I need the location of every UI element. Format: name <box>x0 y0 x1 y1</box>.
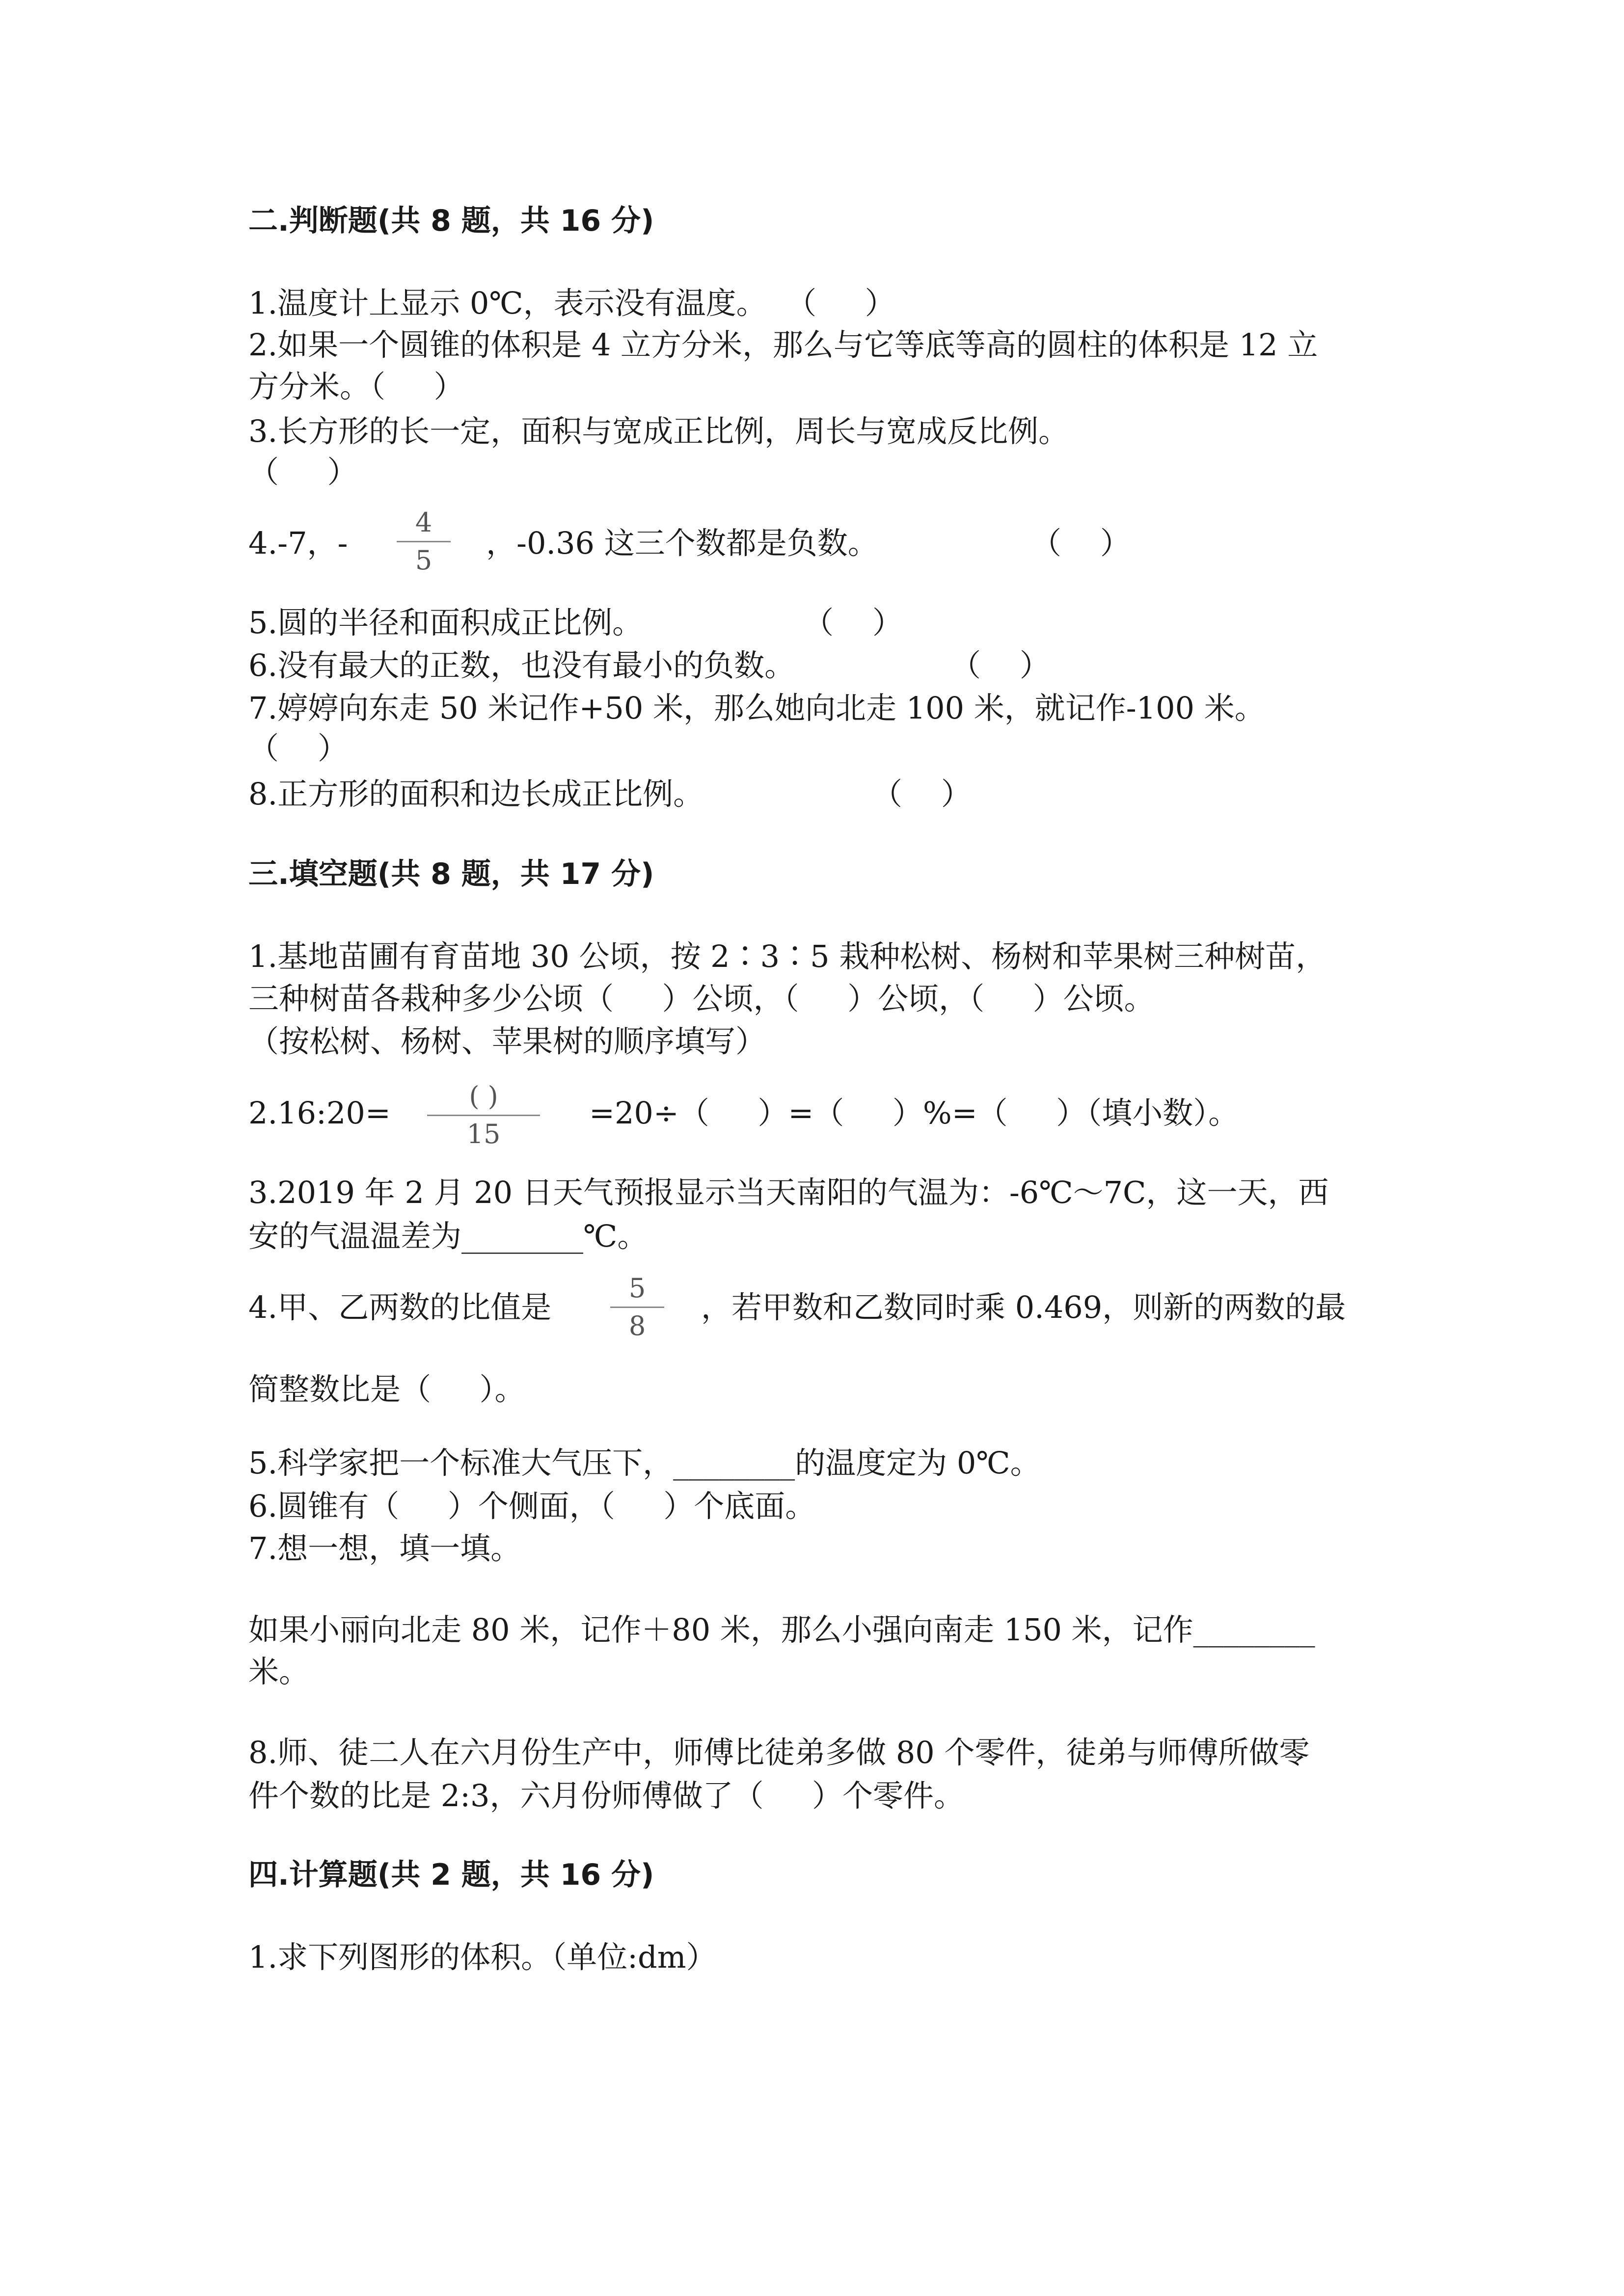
fill-question-6: 6.圆锥有（ ）个侧面，（ ）个底面。 <box>248 1488 816 1524</box>
fill-question-1-line2: 三种树苗各栽种多少公顷（ ）公顷，（ ）公顷，（ ）公顷。 <box>248 981 1155 1016</box>
judge-question-3-line2: （ ） <box>248 454 358 490</box>
judge-question-2-line1: 2.如果一个圆锥的体积是 4 立方分米，那么与它等底等高的圆柱的体积是 12 立 <box>248 327 1318 363</box>
fill-question-8-line1: 8.师、徒二人在六月份生产中，师傅比徒弟多做 80 个零件，徒弟与师傅所做零 <box>248 1735 1310 1770</box>
fraction-denominator: 5 <box>415 545 433 576</box>
section-heading-calc: 四.计算题(共 2 题，共 16 分) <box>248 1858 654 1892</box>
fraction-denominator: 8 <box>628 1310 646 1341</box>
judge-question-6: 6.没有最大的正数，也没有最小的负数。 <box>248 647 795 683</box>
fill-question-8-line2: 件个数的比是 2:3，六月份师傅做了（ ）个零件。 <box>248 1778 965 1814</box>
fill-question-1-line1: 1.基地苗圃有育苗地 30 公顷，按 2∶3∶5 栽种松树、杨树和苹果树三种树苗， <box>248 938 1326 974</box>
fill-question-5: 5.科学家把一个标准大气压下，________的温度定为 0℃。 <box>248 1445 1041 1481</box>
fraction-blank-over-15 <box>427 1083 540 1148</box>
fill-question-3-line2: 安的气温温差为________℃。 <box>248 1218 648 1254</box>
fill-question-3-line1: 3.2019 年 2 月 20 日天气预报显示当天南阳的气温为：-6℃～7C，这一天，西 <box>248 1175 1329 1210</box>
judge-question-5: 5.圆的半径和面积成正比例。 <box>248 605 643 641</box>
fill-question-2-suffix: =20÷（ ）=（ ）%=（ ）（填小数）。 <box>589 1095 1239 1131</box>
fraction-five-eighths <box>610 1275 664 1339</box>
fill-question-4-prefix: 4.甲、乙两数的比值是 <box>248 1289 552 1325</box>
fill-question-7: 7.想一想，填一填。 <box>248 1530 521 1566</box>
fraction-four-fifths <box>397 509 451 574</box>
judge-question-7-line1: 7.婷婷向东走 50 米记作+50 米，那么她向北走 100 米，就记作-100 米。 <box>248 690 1265 726</box>
fill-question-7-detail-line1: 如果小丽向北走 80 米，记作＋80 米，那么小强向南走 150 米，记作________ <box>248 1612 1315 1648</box>
fill-question-4-suffix: ，若甲数和乙数同时乘 0.469，则新的两数的最 <box>701 1289 1346 1325</box>
fill-question-7-detail-line2: 米。 <box>248 1654 310 1689</box>
calc-question-1: 1.求下列图形的体积。（单位:dm） <box>248 1939 717 1975</box>
fraction-bar <box>427 1115 540 1116</box>
fraction-numerator: ( ) <box>469 1081 498 1112</box>
judge-question-6-answer-paren: （ ） <box>950 647 1050 683</box>
fill-question-1-line3: （按松树、杨树、苹果树的顺序填写） <box>248 1023 766 1059</box>
fill-question-4-line2: 简整数比是（ ）。 <box>248 1371 525 1407</box>
judge-question-5-answer-paren: （ ） <box>803 605 903 641</box>
judge-question-7-line2: （ ） <box>248 730 348 766</box>
fraction-bar <box>610 1307 664 1308</box>
fraction-bar <box>397 541 451 542</box>
judge-question-1: 1.温度计上显示 0℃，表示没有温度。 （ ） <box>248 285 895 321</box>
section-heading-fill: 三.填空题(共 8 题，共 17 分) <box>248 857 654 891</box>
fraction-denominator: 15 <box>466 1119 501 1149</box>
judge-question-4-suffix: ，-0.36 这三个数都是负数。 <box>486 525 878 561</box>
judge-question-3-line1: 3.长方形的长一定，面积与宽成正比例，周长与宽成反比例。 <box>248 413 1069 449</box>
section-heading-judge: 二.判断题(共 8 题，共 16 分) <box>248 204 654 238</box>
judge-question-8: 8.正方形的面积和边长成正比例。 <box>248 776 704 812</box>
judge-question-4-answer-paren: （ ） <box>1031 525 1131 561</box>
fraction-numerator: 4 <box>415 507 433 538</box>
fraction-numerator: 5 <box>628 1273 646 1304</box>
fill-question-2-prefix: 2.16:20= <box>248 1095 391 1131</box>
judge-question-2-line2: 方分米。（ ） <box>248 369 464 404</box>
judge-question-8-answer-paren: （ ） <box>872 776 972 812</box>
judge-question-4-prefix: 4.-7，- <box>248 525 348 561</box>
